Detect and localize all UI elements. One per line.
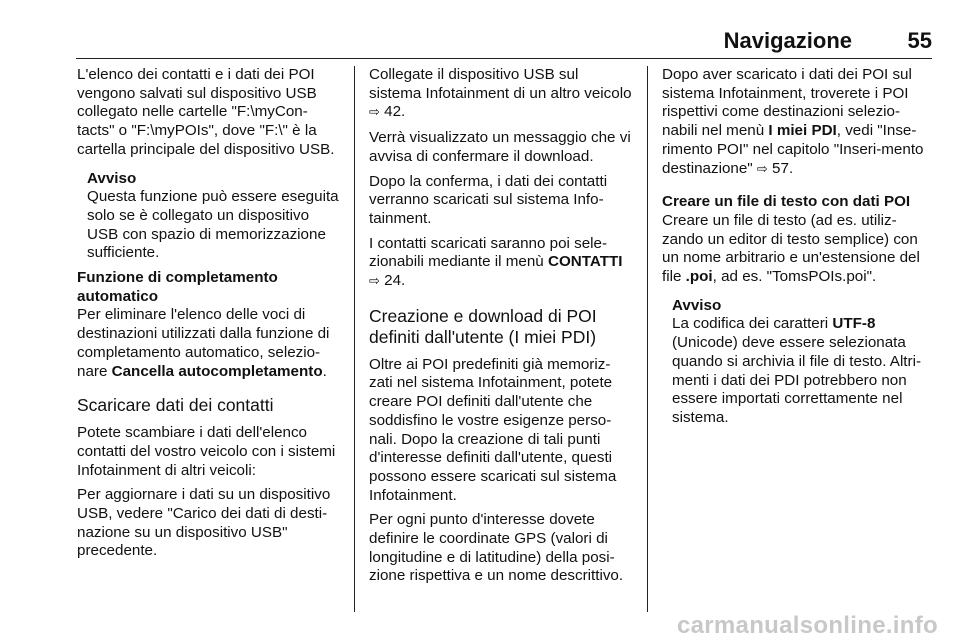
paragraph: Verrà visualizzato un messaggio che vi avvisa di confermare il download. bbox=[369, 129, 631, 165]
paragraph: Per ogni punto d'interesse dovete definire le coordinate GPS (valori di longitudine e di latitudine) della posi-zione rispettiva e un nome descrittivo. bbox=[369, 511, 624, 585]
column-divider bbox=[354, 66, 355, 612]
paragraph: Oltre ai POI predefiniti già memoriz-zati nel sistema Infotainment, potete creare POI definiti dall'utente che soddisfino le vostre esigenze perso-nali. Dopo la creazione di tali punti d'interesse definiti dall'utente, questi possono essere scaricati sul sistema Infotainment. bbox=[369, 355, 617, 504]
paragraph: Per eliminare l'elenco delle voci di destinazioni utilizzati dalla funzione di completamento automatico, selezio-nare Cancella autocompletamento. bbox=[77, 306, 330, 380]
paragraph: Per aggiornare i dati su un dispositivo USB, vedere "Carico dei dati di desti-nazione su un dispositivo USB" precedente. bbox=[77, 486, 331, 560]
notice-title: Avviso bbox=[672, 296, 722, 314]
notice-title: Avviso bbox=[87, 169, 137, 187]
paragraph: Collegate il dispositivo USB sul sistema Infotainment di un altro veicolo ⇨ 42. bbox=[369, 66, 632, 121]
paragraph: Dopo aver scaricato i dati dei POI sul sistema Infotainment, troverete i POI rispettivi come destinazioni selezio-nabili nel menù I miei PDI, vedi "Inse-rimento POI" nel capitolo "Inseri-mento destinazione" ⇨ 57. bbox=[662, 66, 924, 177]
encoding-term: UTF-8 bbox=[832, 315, 876, 333]
column-right bbox=[662, 66, 930, 434]
subheading: Creare un file di testo con dati POI bbox=[662, 193, 911, 211]
paragraph: Dopo la conferma, i dati dei contatti verranno scaricati sul sistema Info-tainment. bbox=[369, 172, 608, 227]
paragraph: Potete scambiare i dati dell'elenco contatti del vostro veicolo con i sistemi Infotainment di altri veicoli: bbox=[77, 424, 336, 479]
page-ref: 24. bbox=[384, 272, 406, 290]
menu-term: Cancella autocompletamento bbox=[111, 362, 323, 380]
notice-text: Questa funzione può essere eseguita solo se è collegato un dispositivo USB con spazio di memorizzazione sufficiente. bbox=[87, 188, 339, 262]
paragraph: Creare un file di testo (ad es. utiliz-zando un editor di testo semplice) con un nome arbitrario e un'estensione del file .poi, ad es. "TomsPOIs.poi". bbox=[662, 211, 920, 286]
subheading: Funzione di completamento automatico bbox=[77, 269, 278, 305]
section-heading: Creazione e download di POI definiti dall'utente (I miei PDI) bbox=[369, 305, 597, 347]
page-number: 55 bbox=[907, 28, 932, 53]
page-title: Navigazione bbox=[723, 28, 852, 53]
column-divider bbox=[647, 66, 648, 612]
column-left bbox=[77, 66, 342, 567]
paragraph: L'elenco dei contatti e i dati dei POI vengono salvati sul dispositivo USB collegato nelle cartelle "F:\myCon-tacts" o "F:\myPOIs", dove "F:\" è la cartella principale del dispositivo USB. bbox=[77, 66, 335, 158]
page-ref: 57. bbox=[772, 159, 794, 177]
menu-term: CONTATTI bbox=[547, 253, 623, 271]
page-ref: 42. bbox=[384, 103, 406, 121]
header-rule bbox=[76, 58, 932, 59]
paragraph: I contatti scaricati saranno poi sele-zionabili mediante il menù CONTATTI ⇨ 24. bbox=[369, 234, 623, 290]
watermark: carmanualsonline.info bbox=[676, 612, 938, 639]
column-middle bbox=[369, 66, 634, 592]
section-heading: Scaricare dati dei contatti bbox=[77, 395, 274, 416]
file-extension: .poi bbox=[685, 268, 713, 286]
page-ref-arrow-icon: ⇨ bbox=[369, 274, 380, 290]
menu-term: I miei PDI bbox=[768, 122, 837, 140]
page-header bbox=[76, 22, 932, 58]
notice-box bbox=[87, 170, 342, 264]
notice-box: Avviso La codifica dei caratteri UTF-8 (Unicode) deve essere selezionata quando si archivia il file di testo. Altri-menti i dati dei PDI potrebbero non essere importati correttamente nel sistema. bbox=[672, 297, 930, 428]
page-ref-arrow-icon: ⇨ bbox=[756, 161, 768, 177]
page-ref-arrow-icon: ⇨ bbox=[369, 105, 380, 121]
